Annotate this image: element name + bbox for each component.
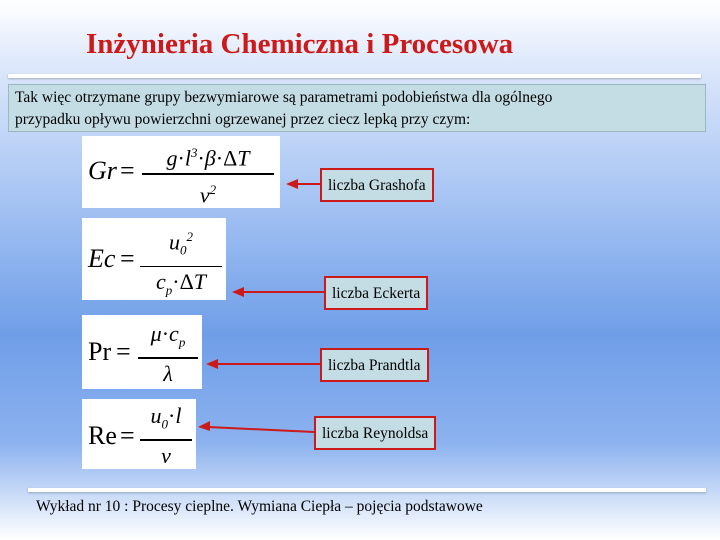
intro-line-1: Tak więc otrzymane grupy bezwymiarowe są parametrami podobieństwa dla ogólnego <box>15 89 553 106</box>
reynolds-arrow-shaft <box>208 427 314 432</box>
eckert-arrow <box>232 287 324 297</box>
grashof-label: liczba Grashofa <box>320 168 434 202</box>
reynolds-arrow <box>198 421 314 432</box>
grashof-denominator: $\nu^2$ <box>199 181 217 208</box>
eckert-denominator: $c_p\cdot\Delta T$ <box>156 269 206 298</box>
equals-sign: = <box>120 156 135 185</box>
reynolds-arrowhead <box>198 421 210 431</box>
slide-title: Inżynieria Chemiczna i Procesowa <box>86 28 514 60</box>
eckert-label: liczba Eckerta <box>324 276 428 310</box>
prandtl-label: liczba Prandtla <box>320 348 429 382</box>
reynolds-numerator: $u_0\cdot l$ <box>150 403 182 432</box>
prandtl-arrow <box>206 359 320 369</box>
prandtl-symbol: Pr <box>88 337 112 366</box>
prandtl-arrowhead <box>206 359 218 369</box>
equals-sign: = <box>120 244 135 273</box>
grashof-numerator: $g\cdot l^3\cdot\beta\cdot\Delta T$ <box>166 145 250 171</box>
reynolds-denominator: ν <box>161 442 171 468</box>
footer-text: Wykład nr 10 : Procesy cieplne. Wymiana Ciepła – pojęcia podstawowe <box>36 498 483 515</box>
grashof-arrow <box>286 179 320 189</box>
eckert-symbol: Ec <box>88 244 116 273</box>
intro-line-2: przypadku opływu powierzchni ogrzewanej przez ciecz lepką przy czym: <box>15 111 471 128</box>
equals-sign: = <box>116 337 131 366</box>
prandtl-denominator: λ <box>163 360 173 386</box>
eckert-arrowhead <box>232 287 244 297</box>
grashof-arrowhead <box>286 179 298 189</box>
prandtl-numerator: $\mu\cdot c_p$ <box>150 321 186 350</box>
eckert-numerator: $u_0^2$ <box>169 229 193 258</box>
reynolds-label: liczba Reynoldsa <box>314 416 436 450</box>
footer-rule <box>28 488 706 492</box>
reynolds-symbol: Re <box>88 421 117 450</box>
equals-sign: = <box>120 421 135 450</box>
grashof-symbol: Gr <box>88 156 117 185</box>
